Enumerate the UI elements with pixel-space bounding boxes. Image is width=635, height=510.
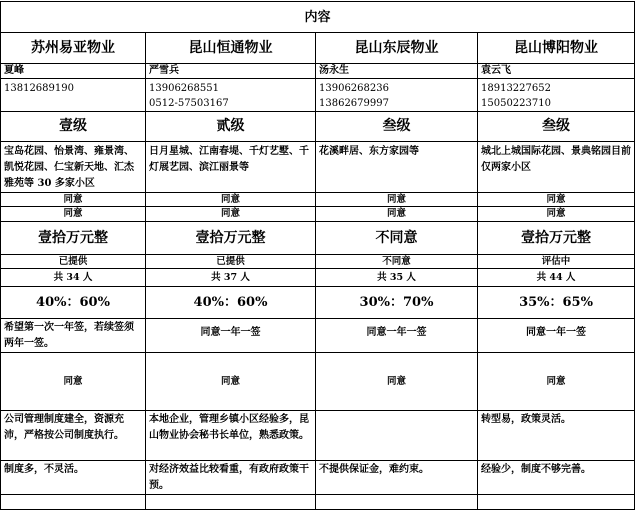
weaknesses: 对经济效益比较看重，有政府政策干预。 (146, 461, 316, 495)
weaknesses-row (1, 461, 635, 495)
phone-row (1, 79, 635, 112)
strengths: 公司管理制度建全，资源充沛，严格按公司制度执行。 (1, 411, 146, 461)
table-title: 内容 (1, 2, 635, 33)
deposit-amount: 壹拾万元整 (1, 222, 146, 255)
blank-cell (478, 495, 635, 510)
comparison-table (0, 1, 635, 510)
managed-properties-row (1, 142, 635, 193)
agreement-value: 同意 (146, 193, 316, 207)
split-ratio: 40%：60% (1, 287, 146, 319)
company-name-row (1, 33, 635, 64)
qualification-grade: 壹级 (1, 112, 146, 142)
phone-cell (146, 79, 316, 112)
contact-person: 袁云飞 (478, 64, 635, 79)
contact-row (1, 64, 635, 79)
strengths: 本地企业，管理乡镇小区经验多，昆山物业协会秘书长单位，熟悉政策。 (146, 411, 316, 461)
ratio-row (1, 287, 635, 319)
agreement-value: 同意 (478, 193, 635, 207)
contact-person: 夏峰 (1, 64, 146, 79)
agreement-row-a (1, 193, 635, 207)
agreement-value: 同意 (1, 193, 146, 207)
split-ratio: 30%：70% (316, 287, 478, 319)
staff-count: 共 44 人 (478, 269, 635, 287)
phone-number: 15050223710 (481, 98, 551, 109)
managed-properties: 城北上城国际花园、景典铭园目前仅两家小区 (478, 142, 635, 193)
deposit-status: 评估中 (478, 255, 635, 269)
contract-term-row (1, 319, 635, 353)
agreement-value: 同意 (316, 193, 478, 207)
agreement-value: 同意 (146, 207, 316, 222)
agreement-value: 同意 (478, 207, 635, 222)
phone-cell (478, 79, 635, 112)
agreement-row-b (1, 207, 635, 222)
phone-number: 13906268236 (319, 83, 389, 94)
strengths: 转型易，政策灵活。 (478, 411, 635, 461)
company-name: 昆山博阳物业 (478, 33, 635, 64)
deposit-status: 不同意 (316, 255, 478, 269)
agreement-value: 同意 (1, 207, 146, 222)
deposit-status: 已提供 (1, 255, 146, 269)
phone-cell (1, 79, 146, 112)
deposit-row (1, 222, 635, 255)
staff-count: 共 37 人 (146, 269, 316, 287)
contact-person: 汤永生 (316, 64, 478, 79)
agreement-value: 同意 (316, 353, 478, 411)
managed-properties: 日月星城、江南春堤、千灯艺墅、千灯展艺园、滨江丽景等 (146, 142, 316, 193)
weaknesses: 不提供保证金，难约束。 (316, 461, 478, 495)
blank-cell (1, 495, 146, 510)
company-name: 昆山东辰物业 (316, 33, 478, 64)
split-ratio: 35%：65% (478, 287, 635, 319)
qualification-grade: 叁级 (478, 112, 635, 142)
company-name: 昆山恒通物业 (146, 33, 316, 64)
phone-number: 13812689190 (4, 83, 74, 94)
deposit-amount: 壹拾万元整 (478, 222, 635, 255)
deposit-status: 已提供 (146, 255, 316, 269)
staff-row (1, 269, 635, 287)
contract-term: 同意一年一签 (146, 319, 316, 353)
staff-count: 共 34 人 (1, 269, 146, 287)
agreement-value: 同意 (316, 207, 478, 222)
weaknesses: 经验少，制度不够完善。 (478, 461, 635, 495)
agreement-value: 同意 (1, 353, 146, 411)
split-ratio: 40%：60% (146, 287, 316, 319)
phone-number: 13862679997 (319, 98, 389, 109)
phone-number: 0512-57503167 (149, 98, 229, 109)
managed-properties: 宝岛花园、怡景湾、雍景湾、凯悦花园、仁宝新天地、汇杰雅苑等 30 多家小区 (1, 142, 146, 193)
qualification-grade: 叁级 (316, 112, 478, 142)
managed-properties: 花溪畔居、东方家园等 (316, 142, 478, 193)
blank-cell (146, 495, 316, 510)
contract-term: 同意一年一签 (478, 319, 635, 353)
agreement-value: 同意 (146, 353, 316, 411)
weaknesses: 制度多，不灵活。 (1, 461, 146, 495)
qualification-grade: 贰级 (146, 112, 316, 142)
phone-number: 13906268551 (149, 83, 219, 94)
deposit-status-row (1, 255, 635, 269)
strengths-row (1, 411, 635, 461)
blank-cell (316, 495, 478, 510)
agreement-row-c (1, 353, 635, 411)
contract-term: 同意一年一签 (316, 319, 478, 353)
deposit-amount: 壹拾万元整 (146, 222, 316, 255)
agreement-value: 同意 (478, 353, 635, 411)
blank-row (1, 495, 635, 510)
grade-row (1, 112, 635, 142)
staff-count: 共 35 人 (316, 269, 478, 287)
title-row (1, 2, 635, 33)
strengths (316, 411, 478, 461)
contact-person: 严雪兵 (146, 64, 316, 79)
contract-term: 希望第一次一年签，若续签须两年一签。 (1, 319, 146, 353)
deposit-amount: 不同意 (316, 222, 478, 255)
phone-number: 18913227652 (481, 83, 551, 94)
company-name: 苏州易亚物业 (1, 33, 146, 64)
phone-cell (316, 79, 478, 112)
